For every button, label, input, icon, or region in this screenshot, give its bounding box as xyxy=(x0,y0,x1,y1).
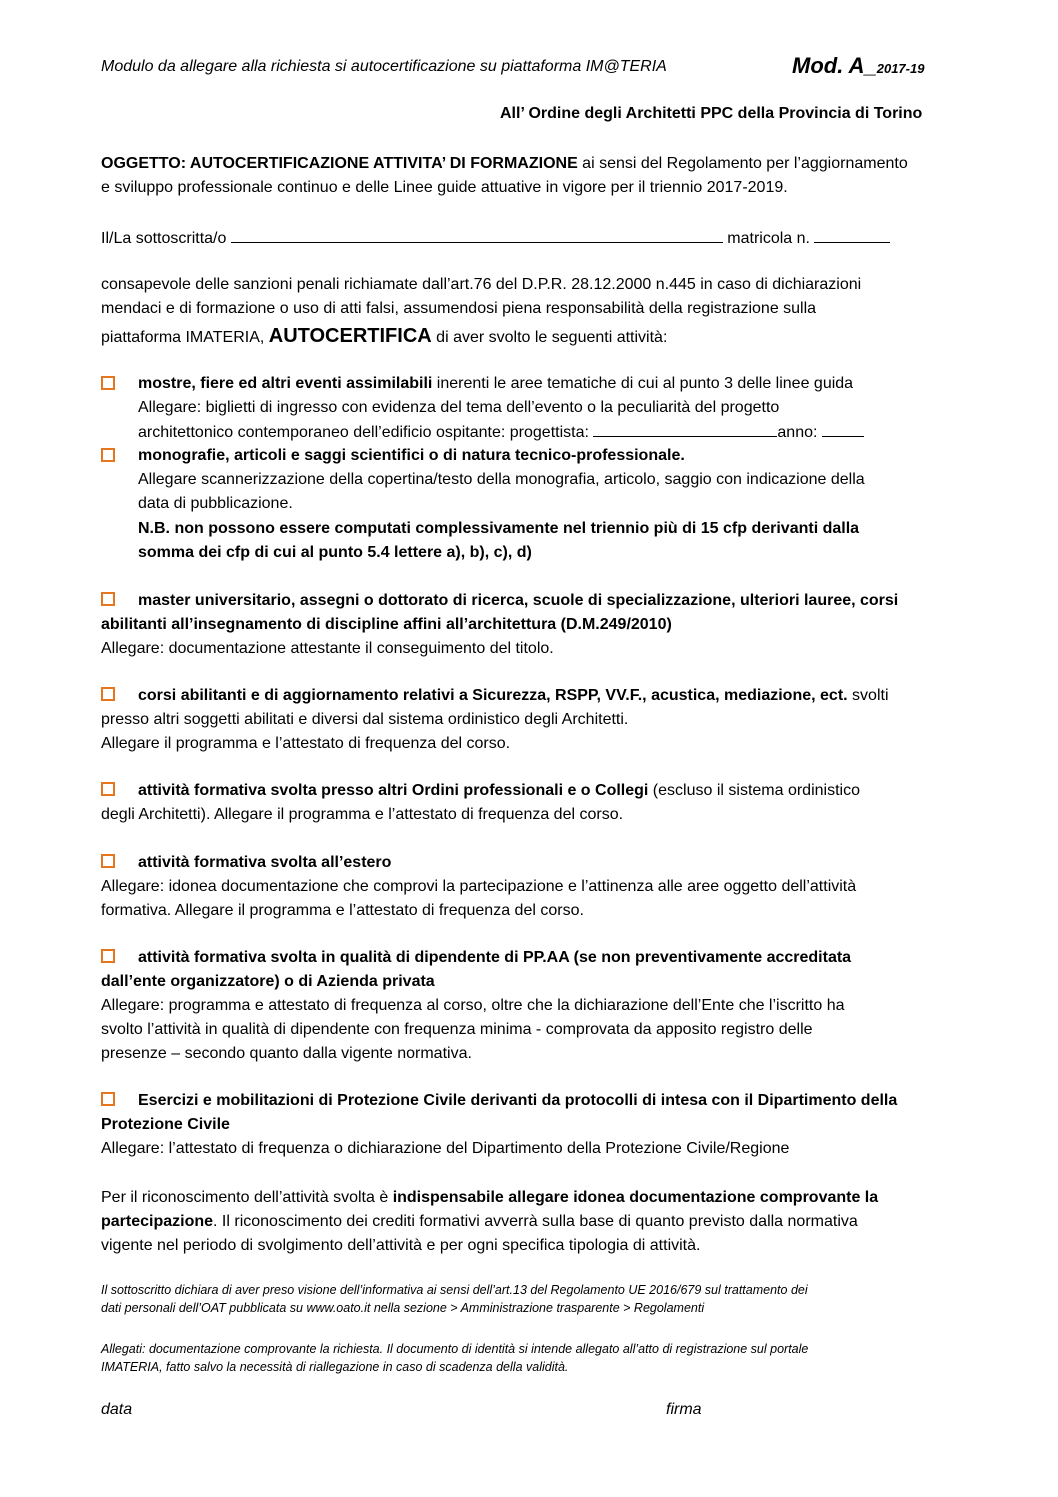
item-5-title xyxy=(138,779,860,803)
matricola-field[interactable] xyxy=(814,226,890,243)
item-2-line-3: data di pubblicazione. xyxy=(138,495,293,512)
item-3-line-2: Allegare: documentazione attestante il conseguimento del titolo. xyxy=(101,640,554,657)
checkbox-altri-ordini[interactable] xyxy=(101,782,115,796)
recipient: All’ Ordine degli Architetti PPC della Provincia di Torino xyxy=(500,105,923,122)
item-1-anno-label: anno: xyxy=(777,424,818,441)
attachments-line-1: Allegati: documentazione comprovante la richiesta. Il documento di identità si intende allegato all’atto di registrazione sul portale xyxy=(101,1342,809,1356)
checkbox-estero[interactable] xyxy=(101,854,115,868)
item-4-title-bold: corsi abilitanti e di aggiornamento relativi a Sicurezza, RSPP, VV.F., acustica, mediazione, ect. xyxy=(138,687,848,704)
checkbox-master[interactable] xyxy=(101,592,115,606)
item-3-title: master universitario, assegni o dottorato di ricerca, scuole di specializzazione, ulteriori lauree, corsi xyxy=(138,592,899,609)
anno-field[interactable] xyxy=(822,420,864,437)
item-4-title xyxy=(138,684,889,708)
signer-name-field[interactable] xyxy=(231,226,723,243)
mod-label xyxy=(792,53,924,79)
item-8-title: Esercizi e mobilitazioni di Protezione Civile derivanti da protocolli di intesa con il Dipartimento della xyxy=(138,1092,898,1109)
recognition-pre: Per il riconoscimento dell’attività svolta è xyxy=(101,1189,393,1206)
checkbox-monografie[interactable] xyxy=(101,448,115,462)
item-7-title-2: dall’ente organizzatore) o di Azienda privata xyxy=(101,973,435,990)
declaration-line-1: consapevole delle sanzioni penali richiamate dall’art.76 del D.P.R. 28.12.2000 n.445 in caso di dichiarazioni xyxy=(101,276,862,293)
recognition-rest: . Il riconoscimento dei crediti formativi avverrà sulla base di quanto previsto dalla normativa xyxy=(213,1213,858,1230)
checkbox-mostre[interactable] xyxy=(101,376,115,390)
item-5-title-rest: (escluso il sistema ordinistico xyxy=(648,782,860,799)
subject-text: ai sensi del Regolamento per l’aggiornamento xyxy=(577,155,908,172)
item-7-line-2: Allegare: programma e attestato di frequenza al corso, oltre che la dichiarazione dell’Ente che l’iscritto ha xyxy=(101,997,845,1014)
item-4-title-rest: svolti xyxy=(847,687,889,704)
item-6-line-2: Allegare: idonea documentazione che comprovi la partecipazione e l’attinenza alle aree oggetto dell’attività xyxy=(101,878,857,895)
mod-label-text: Mod. A_ xyxy=(792,53,877,78)
subject-line-2: e sviluppo professionale continuo e delle Linee guide attuative in vigore per il triennio 2017-2019. xyxy=(101,179,788,196)
item-2-nb-2: somma dei cfp di cui al punto 5.4 lettere a), b), c), d) xyxy=(138,544,532,561)
item-8-title-2: Protezione Civile xyxy=(101,1116,230,1133)
item-3-title-2: abilitanti all’insegnamento di discipline affini all’architettura (D.M.249/2010) xyxy=(101,616,672,633)
subject-line-1 xyxy=(101,152,908,176)
signature-field[interactable] xyxy=(716,1401,946,1421)
progettista-field[interactable] xyxy=(593,420,777,437)
subject-label: OGGETTO: AUTOCERTIFICAZIONE ATTIVITA’ DI FORMAZIONE xyxy=(101,155,578,172)
item-1-line-2: Allegare: biglietti di ingresso con evidenza del tema dell’evento o la peculiarità del progetto xyxy=(138,399,780,416)
recognition-line-2 xyxy=(101,1210,858,1234)
item-1-line-3 xyxy=(138,420,864,445)
item-2-line-2: Allegare scannerizzazione della copertina/testo della monografia, articolo, saggio con indicazione della xyxy=(138,471,865,488)
declaration-line-3 xyxy=(101,324,667,350)
checkbox-protezione-civile[interactable] xyxy=(101,1092,115,1106)
item-7-title: attività formativa svolta in qualità di dipendente di PP.AA (se non preventivamente accreditata xyxy=(138,949,852,966)
declaration-post: di aver svolto le seguenti attività: xyxy=(431,329,668,346)
recognition-line-1 xyxy=(101,1186,878,1210)
item-7-line-4: presenze – secondo quanto dalla vigente normativa. xyxy=(101,1045,472,1062)
privacy-line-2: dati personali dell’OAT pubblicata su www.oato.it nella sezione > Amministrazione trasparente > Regolamenti xyxy=(101,1301,705,1315)
privacy-line-1: Il sottoscritto dichiara di aver preso visione dell’informativa ai sensi dell’art.13 del Regolamento UE 2016/679 sul trattamento dei xyxy=(101,1283,808,1297)
recognition-bold-1: indispensabile allegare idonea documentazione comprovante la xyxy=(392,1189,879,1206)
item-1-title xyxy=(138,372,853,396)
module-note: Modulo da allegare alla richiesta si autocertificazione su piattaforma IM@TERIA xyxy=(101,58,667,75)
item-4-line-3: Allegare il programma e l’attestato di frequenza del corso. xyxy=(101,735,511,752)
item-6-title: attività formativa svolta all’estero xyxy=(138,854,392,871)
item-5-line-2: degli Architetti). Allegare il programma e l’attestato di frequenza del corso. xyxy=(101,806,624,823)
item-2-nb-1: N.B. non possono essere computati complessivamente nel triennio più di 15 cfp derivanti dalla xyxy=(138,520,860,537)
date-field[interactable] xyxy=(150,1401,370,1421)
item-4-line-2: presso altri soggetti abilitati e diversi dal sistema ordinistico degli Architetti. xyxy=(101,711,629,728)
declaration-line-2: mendaci e di formazione o uso di atti falsi, assumendosi piena responsabilità della registrazione sulla xyxy=(101,300,817,317)
item-5-title-bold: attività formativa svolta presso altri Ordini professionali e o Collegi xyxy=(138,782,649,799)
signature-label: firma xyxy=(666,1401,702,1418)
autocertifica-label: AUTOCERTIFICA xyxy=(268,325,432,347)
item-1-title-rest: inerenti le aree tematiche di cui al punto 3 delle linee guida xyxy=(432,375,854,392)
signer-line xyxy=(101,226,890,251)
recognition-line-3: vigente nel periodo di svolgimento dell’attività e per ogni specifica tipologia di attività. xyxy=(101,1237,701,1254)
declaration-pre: piattaforma IMATERIA, xyxy=(101,329,269,346)
signer-label: Il/La sottoscritta/o xyxy=(101,230,227,247)
item-8-line-2: Allegare: l’attestato di frequenza o dichiarazione del Dipartimento della Protezione Civile/Regione xyxy=(101,1140,790,1157)
date-label: data xyxy=(101,1401,133,1418)
item-6-line-3: formativa. Allegare il programma e l’attestato di frequenza del corso. xyxy=(101,902,584,919)
item-1-title-bold: mostre, fiere ed altri eventi assimilabili xyxy=(138,375,433,392)
recognition-bold-2: partecipazione xyxy=(101,1213,214,1230)
checkbox-dipendente[interactable] xyxy=(101,949,115,963)
matricola-label: matricola n. xyxy=(727,230,810,247)
item-7-line-3: svolto l’attività in qualità di dipendente con frequenza minima - comprovata da apposito registro delle xyxy=(101,1021,813,1038)
item-1-progettista-label: architettonico contemporaneo dell’edificio ospitante: progettista: xyxy=(138,424,589,441)
checkbox-corsi-abilitanti[interactable] xyxy=(101,687,115,701)
item-2-title: monografie, articoli e saggi scientifici o di natura tecnico-professionale. xyxy=(138,447,685,464)
attachments-line-2: IMATERIA, fatto salvo la necessità di riallegazione in caso di scadenza della validità. xyxy=(101,1360,569,1374)
mod-year: 2017-19 xyxy=(876,61,925,76)
